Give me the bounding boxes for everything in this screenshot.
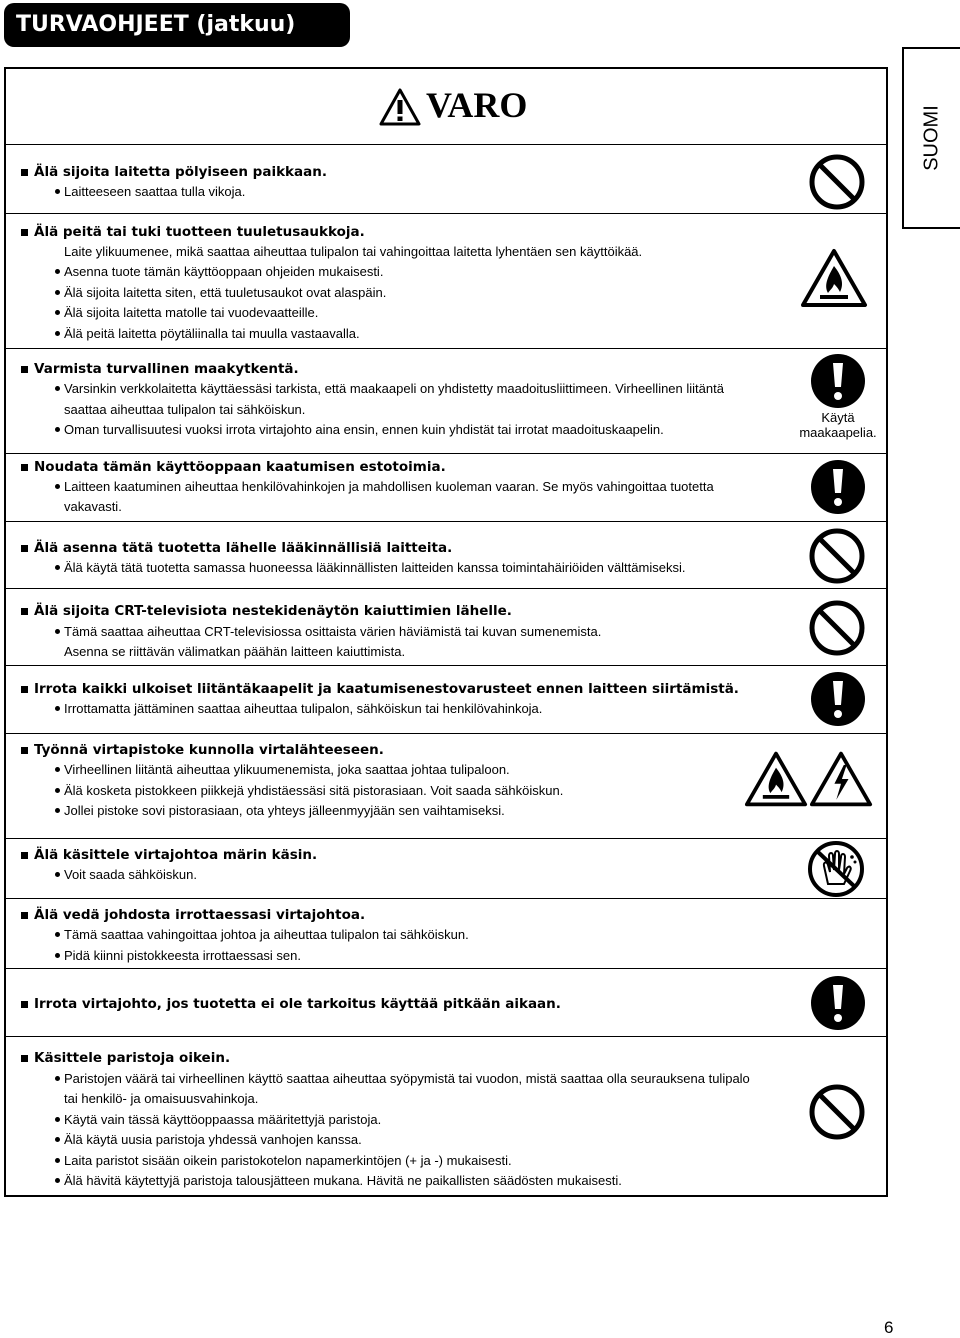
section-line: tai henkilö- ja omaisuusvahinkoja. <box>64 1091 259 1106</box>
mandatory-action-icon <box>810 975 866 1031</box>
section-line: Oman turvallisuutesi vuoksi irrota virtajohto aina ensin, ennen kuin yhdistät tai irrotat maadoituskaapelin. <box>64 422 664 437</box>
section-tip-over <box>6 454 886 522</box>
electric-shock-hazard-icon <box>809 750 873 808</box>
section-line: Tämä saattaa vahingoittaa johtoa ja aiheuttaa tulipalon tai sähköiskun. <box>64 927 469 942</box>
section-unplug-long-time <box>6 969 886 1037</box>
section-heading: Älä sijoita laitetta pölyiseen paikkaan. <box>34 164 327 180</box>
grounding-caption <box>792 410 884 440</box>
section-heading: Älä sijoita CRT-televisiota nestekidenäytön kaiuttimien lähelle. <box>34 603 512 619</box>
caption-line: maakaapelia. <box>799 425 877 440</box>
section-line: Älä peitä laitetta pöytäliinalla tai muulla vastaavalla. <box>64 326 360 341</box>
no-wet-hands-icon <box>806 840 866 898</box>
section-heading: Käsittele paristoja oikein. <box>34 1050 231 1066</box>
section-wet-hands <box>6 839 886 899</box>
section-line: Laitteen kaatuminen aiheuttaa henkilövahinkojen ja mahdollisen kuoleman vaaran. Se myös vahingoittaa tuotetta <box>64 479 714 494</box>
section-line: vakavasti. <box>64 499 122 514</box>
prohibition-icon <box>808 527 866 585</box>
section-pull-cord <box>6 899 886 969</box>
section-heading: Älä käsittele virtajohtoa märin käsin. <box>34 847 318 863</box>
section-line: Jollei pistoke sovi pistorasiaan, ota yhteys jälleenmyyjään sen vaihtamiseksi. <box>64 803 505 818</box>
section-line: Asenna tuote tämän käyttöoppaan ohjeiden mukaisesti. <box>64 264 384 279</box>
section-dust <box>6 144 886 214</box>
section-grounding <box>6 349 886 454</box>
prohibition-icon <box>808 599 866 657</box>
section-ventilation <box>6 214 886 349</box>
language-tab <box>902 47 960 227</box>
section-heading: Irrota kaikki ulkoiset liitäntäkaapelit ja kaatumisenestovarusteet ennen laitteen siirtämistä. <box>34 681 739 697</box>
language-label: SUOMI <box>920 105 943 171</box>
section-heading: Noudata tämän käyttöoppaan kaatumisen estotoimia. <box>34 459 446 475</box>
page-header: TURVAOHJEET (jatkuu) <box>4 3 350 47</box>
warning-triangle-icon <box>378 87 422 127</box>
section-power-plug <box>6 734 886 839</box>
prohibition-icon <box>808 153 866 211</box>
section-line: Älä sijoita laitetta siten, että tuuletusaukot ovat alaspäin. <box>64 285 387 300</box>
section-line: Älä sijoita laitetta matolle tai vuodevaatteille. <box>64 305 319 320</box>
section-line: Varsinkin verkkolaitetta käyttäessäsi tarkista, että maakaapeli on yhdistetty maadoitusliittimeen. Virheellinen liitäntä <box>64 381 724 396</box>
caution-box <box>4 67 888 1197</box>
page-number: 6 <box>884 1318 894 1337</box>
section-line: Älä käytä tätä tuotetta samassa huoneessa lääkinnällisten laitteiden kanssa toimintahäiriöiden välttämiseksi. <box>64 560 686 575</box>
section-line: Laita paristot sisään oikein paristokotelon napamerkintöjen (+ ja -) mukaisesti. <box>64 1153 512 1168</box>
section-line: Älä kosketa pistokkeen piikkejä yhdistäessäsi sitä pistorasiaan. Voit saada sähköiskun. <box>64 783 564 798</box>
section-line: Laite ylikuumenee, mikä saattaa aiheuttaa tulipalon tai vahingoittaa laitetta lyhentäen sen käyttöikää. <box>64 244 643 259</box>
mandatory-action-icon <box>810 671 866 727</box>
fire-hazard-icon <box>800 248 868 308</box>
section-heading: Irrota virtajohto, jos tuotetta ei ole tarkoitus käyttää pitkään aikaan. <box>34 996 561 1012</box>
section-crt <box>6 589 886 666</box>
mandatory-action-icon <box>810 459 866 515</box>
section-line: Tämä saattaa aiheuttaa CRT-televisiossa osittaista värien häviämistä tai kuvan sumenemista. <box>64 624 602 639</box>
section-batteries <box>6 1037 886 1195</box>
section-heading: Älä peitä tai tuki tuotteen tuuletusaukkoja. <box>34 224 365 240</box>
section-line: Irrottamatta jättäminen saattaa aiheuttaa tulipalon, sähköiskun tai henkilövahinkoja. <box>64 701 543 716</box>
section-line: Älä hävitä käytettyjä paristoja talousjätteen mukana. Hävitä ne paikallisten säädösten mukaisesti. <box>64 1173 622 1188</box>
section-line: Pidä kiinni pistokkeesta irrottaessasi sen. <box>64 948 302 963</box>
section-line: Laitteeseen saattaa tulla vikoja. <box>64 184 246 199</box>
section-line: Käytä vain tässä käyttöoppaassa määritettyjä paristoja. <box>64 1112 382 1127</box>
mandatory-action-icon <box>810 353 866 409</box>
caption-line: Käytä <box>821 410 855 425</box>
section-line: saattaa aiheuttaa tulipalon tai sähköiskun. <box>64 402 306 417</box>
caution-title: VARO <box>426 85 528 125</box>
prohibition-icon <box>808 1083 866 1141</box>
section-medical <box>6 522 886 589</box>
section-heading: Älä asenna tätä tuotetta lähelle lääkinnällisiä laitteita. <box>34 540 453 556</box>
section-line: Virheellinen liitäntä aiheuttaa ylikuumenemista, joka saattaa johtaa tulipaloon. <box>64 762 510 777</box>
section-line: Älä käytä uusia paristoja yhdessä vanhojen kanssa. <box>64 1132 362 1147</box>
section-disconnect-cables <box>6 666 886 734</box>
fire-hazard-icon <box>744 750 808 808</box>
section-line: Asenna se riittävän välimatkan päähän laitteen kaiuttimista. <box>64 644 406 659</box>
section-heading: Työnnä virtapistoke kunnolla virtalähteeseen. <box>34 742 384 758</box>
caution-title-row <box>6 69 886 145</box>
section-line: Paristojen väärä tai virheellinen käyttö saattaa aiheuttaa syöpymistä tai vuodon, mistä saattaa olla seurauksena tulipalo <box>64 1071 750 1086</box>
section-heading: Älä vedä johdosta irrottaessasi virtajohtoa. <box>34 907 366 923</box>
section-line: Voit saada sähköiskun. <box>64 867 197 882</box>
section-heading: Varmista turvallinen maakytkentä. <box>34 361 299 377</box>
